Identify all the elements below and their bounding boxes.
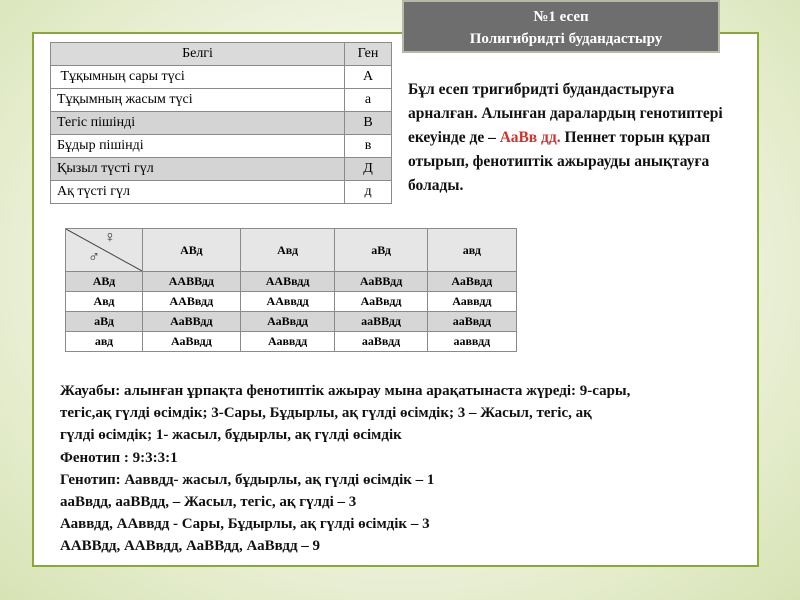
punnett-row (66, 312, 517, 332)
punnett-square (65, 228, 517, 352)
trait-cell: Бұдыр пішінді (51, 135, 345, 158)
trait-cell: Тұқымның сары түсі (51, 66, 345, 89)
punnett-header-row (66, 229, 517, 272)
description-text-2: Пеннет торын құрап отырып, фенотиптік ажырауды анықтауға болады. (408, 129, 711, 194)
genotype-cell: ААВВдд (143, 272, 241, 292)
genotype-cell: АаВвдд (335, 292, 427, 312)
answer-line: ААВВдд, ААВвдд, АаВВдд, АаВвдд – 9 (60, 538, 321, 555)
male-gamete-header: авд (66, 332, 143, 352)
male-gamete-header: аВд (66, 312, 143, 332)
answer-line: гүлді өсімдік; 1- жасыл, бұдырлы, ақ гүлді өсімдік (60, 427, 402, 444)
genotype-cell: АаВВдд (143, 312, 241, 332)
punnett-row (66, 332, 517, 352)
male-symbol-icon: ♂ (88, 249, 100, 266)
genotype-cell: Ааввдд (427, 292, 516, 312)
female-symbol-icon: ♀ (104, 229, 116, 246)
gene-cell: В (345, 112, 392, 135)
gene-table-row (51, 181, 392, 204)
gene-cell: а (345, 89, 392, 112)
female-gamete-header: АВд (143, 229, 241, 272)
genotype-cell: АаВвдд (143, 332, 241, 352)
slide-title (402, 0, 720, 53)
genotype-cell: ааВвдд (427, 312, 516, 332)
description-text-1: Бұл есеп тригибридті будандастыруға арналған. Алынған даралардың генотиптері екеуінде де – (408, 81, 723, 146)
genotype-cell: ааВвдд (335, 332, 427, 352)
genotype-cell: ААВвдд (143, 292, 241, 312)
male-gamete-header: АВд (66, 272, 143, 292)
punnett-row (66, 292, 517, 312)
genotype-cell: АаВвдд (427, 272, 516, 292)
title-line-1: №1 есеп (533, 9, 589, 25)
phenotype-ratio: Фенотип : 9:3:3:1 (60, 449, 178, 466)
female-gamete-header: аВд (335, 229, 427, 272)
trait-cell: Тұқымның жасым түсі (51, 89, 345, 112)
gene-table-header-gene: Ген (345, 43, 392, 66)
genotype-cell: ааВВдд (335, 312, 427, 332)
female-gamete-header: Авд (240, 229, 335, 272)
description-genotype-highlight: АаВв дд. (499, 129, 561, 146)
answer-line: Генотип: Ааввдд- жасыл, бұдырлы, ақ гүлді өсімдік – 1 (60, 471, 435, 488)
genotype-cell: ААввдд (240, 292, 335, 312)
punnett-corner-cell (66, 229, 143, 272)
gene-cell: д (345, 181, 392, 204)
answer-line: Ааввдд, ААввдд - Сары, Бұдырлы, ақ гүлді өсімдік – 3 (60, 516, 430, 533)
answer-block (60, 380, 750, 558)
female-gamete-header: авд (427, 229, 516, 272)
genotype-cell: ааввдд (427, 332, 516, 352)
gene-table-header-trait: Белгі (51, 43, 345, 66)
gene-table-row (51, 89, 392, 112)
genotype-cell: ААВвдд (240, 272, 335, 292)
punnett-row (66, 272, 517, 292)
problem-description (408, 78, 743, 198)
genotype-cell: АаВвдд (240, 312, 335, 332)
trait-cell: Қызыл түсті гүл (51, 158, 345, 181)
genotype-cell: Ааввдд (240, 332, 335, 352)
title-line-2: Полигибридті будандастыру (469, 31, 663, 47)
genotype-cell: АаВВдд (335, 272, 427, 292)
gene-table (50, 42, 392, 204)
gene-cell: Д (345, 158, 392, 181)
gene-table-row (51, 112, 392, 135)
answer-line: ааВвдд, ааВВдд, – Жасыл, тегіс, ақ гүлді – 3 (60, 494, 357, 511)
gene-cell: А (345, 66, 392, 89)
male-gamete-header: Авд (66, 292, 143, 312)
gene-cell: в (345, 135, 392, 158)
answer-line: Жауабы: алынған ұрпақта фенотиптік ажырау мына арақатынаста жүреді: 9-сары, (60, 383, 631, 399)
gene-table-row (51, 135, 392, 158)
gene-table-row (51, 66, 392, 89)
trait-cell: Ақ түсті гүл (51, 181, 345, 204)
gene-table-row (51, 158, 392, 181)
trait-cell: Тегіс пішінді (51, 112, 345, 135)
answer-line: тегіс,ақ гүлді өсімдік; 3-Сары, Бұдырлы, ақ гүлді өсімдік; 3 – Жасыл, тегіс, ақ (60, 405, 592, 422)
